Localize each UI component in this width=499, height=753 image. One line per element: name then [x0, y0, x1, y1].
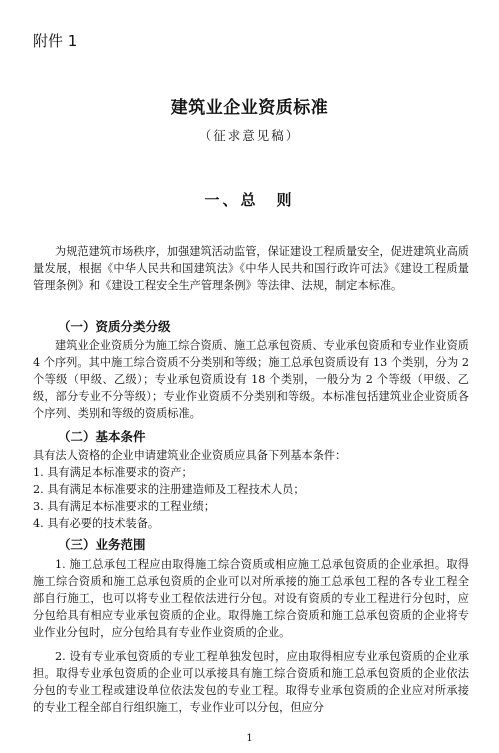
list-item: 3. 具有满足本标准要求的工程业绩；	[33, 500, 216, 513]
document-title: 建筑业企业资质标准	[170, 98, 329, 118]
basic-conditions-lead: 具有法人资格的企业申请建筑业企业资质应具备下列基本条件：	[33, 449, 347, 462]
business-scope-paragraph-2: 2. 设有专业承包资质的专业工程单独发包时，应由取得相应专业承包资质的企业承担。取得专业承包资质的企业可以承接具有施工综合资质和施工总承包资质的企业依法分包的专业工程或建设单位依法发包的专业工程。取得专业承包资质的企业应对所承接的专业工程全部自行组织施工，专业作业可以分包，但应分	[33, 650, 469, 714]
page-number: 1	[246, 733, 253, 744]
chapter-heading: 一、总 则	[204, 191, 295, 209]
section-heading-classification: （一）资质分类分级	[58, 319, 171, 334]
list-item: 2. 具有满足本标准要求的注册建造师及工程技术人员；	[33, 483, 305, 496]
business-scope-paragraph-1: 1. 施工总承包工程应由取得施工综合资质或相应施工总承包资质的企业承担。取得施工综合资质和施工总承包资质的企业可以对所承接的施工总承包工程的各专业工程全部自行施工，也可以将专业工程依法进行分包。对设有资质的专业工程进行分包时，应分包给具有相应专业承包资质的企业。取得施工综合资质和施工总承包资质的企业将专业作业分包时，应分包给具有专业作业资质的企业。	[33, 558, 469, 639]
document-subtitle: （征求意见稿）	[198, 128, 301, 143]
classification-paragraph: 建筑业企业资质分为施工综合资质、施工总承包资质、专业承包资质和专业作业资质 4 个序列。其中施工综合资质不分类别和等级；施工总承包资质设有 13 个类别，分为 2 个等级（甲级、乙级）；专业承包资质设有 18 个类别，一般分为 2 个等级（甲级、乙级，部分专业不分等级）；专业作业资质不分类别和等级。本标准包括建筑业企业资质各个序列、类别和等级的资质标准。	[33, 339, 469, 420]
list-item: 1. 具有满足本标准要求的资产；	[33, 466, 193, 479]
annex-label: 附件 1	[33, 32, 78, 50]
section-heading-business-scope: （三）业务范围	[58, 537, 146, 552]
basic-conditions-list	[33, 464, 469, 532]
list-item: 4. 具有必要的技术装备。	[33, 517, 160, 530]
section-heading-basic-conditions: （二）基本条件	[58, 429, 146, 444]
intro-paragraph: 为规范建筑市场秩序，加强建筑活动监管，保证建设工程质量安全，促进建筑业高质量发展，根据《中华人民共和国建筑法》《中华人民共和国行政许可法》《建设工程质量管理条例》和《建设工程安全生产管理条例》等法律、法规，制定本标准。	[33, 245, 469, 292]
